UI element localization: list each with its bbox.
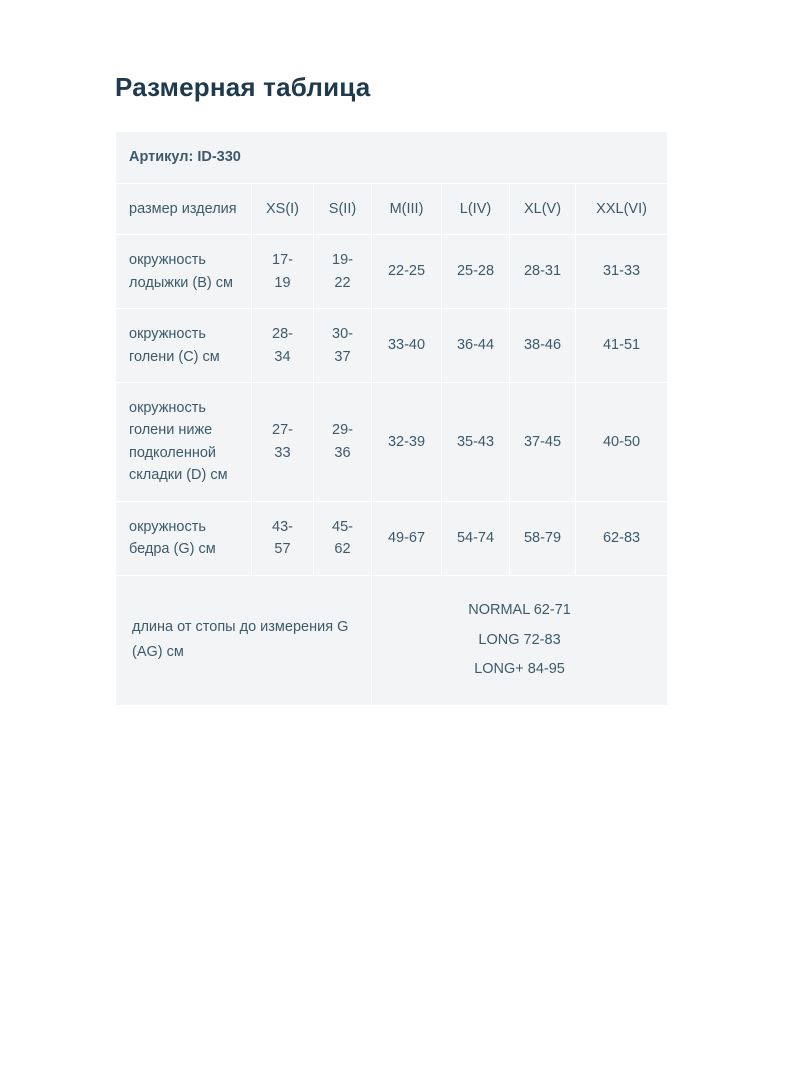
- row-param-label: окружность голени ниже подколенной складки (D) см: [116, 383, 252, 502]
- row-value: 25-28: [442, 235, 510, 309]
- row-value: 33-40: [372, 309, 442, 383]
- table-row: [116, 383, 668, 502]
- article-row: [116, 132, 668, 183]
- footer-value-long: LONG 72-83: [478, 631, 561, 648]
- footer-label: длина от стопы до измерения G (AG) см: [116, 575, 372, 705]
- footer-value-long-plus: LONG+ 84-95: [474, 661, 565, 678]
- row-value: 58-79: [510, 501, 576, 575]
- row-value: 40-50: [576, 383, 668, 502]
- row-value: 37-45: [510, 383, 576, 502]
- row-value: 28-31: [510, 235, 576, 309]
- table-row: [116, 235, 668, 309]
- row-value: 22-25: [372, 235, 442, 309]
- header-size-m: M(III): [372, 183, 442, 234]
- row-value: 19-22: [314, 235, 372, 309]
- row-value: 31-33: [576, 235, 668, 309]
- row-value: 36-44: [442, 309, 510, 383]
- table-row: [116, 501, 668, 575]
- header-size-xl: XL(V): [510, 183, 576, 234]
- row-value: 45-62: [314, 501, 372, 575]
- row-value: 29-36: [314, 383, 372, 502]
- row-value: 32-39: [372, 383, 442, 502]
- row-value: 27-33: [252, 383, 314, 502]
- page-title: Размерная таблица: [115, 72, 371, 102]
- table-footer-row: [116, 575, 668, 705]
- row-value: 38-46: [510, 309, 576, 383]
- row-value: 49-67: [372, 501, 442, 575]
- article-label: Артикул: ID-330: [116, 132, 668, 183]
- row-param-label: окружность бедра (G) см: [116, 501, 252, 575]
- row-value: 30-37: [314, 309, 372, 383]
- row-value: 41-51: [576, 309, 668, 383]
- header-size-xxl: XXL(VI): [576, 183, 668, 234]
- footer-value-normal: NORMAL 62-71: [468, 601, 571, 618]
- row-param-label: окружность лодыжки (B) см: [116, 235, 252, 309]
- footer-values: [372, 575, 668, 705]
- row-param-label: окружность голени (C) см: [116, 309, 252, 383]
- row-value: 28-34: [252, 309, 314, 383]
- size-table: [115, 131, 668, 706]
- row-value: 62-83: [576, 501, 668, 575]
- header-size-xs: XS(I): [252, 183, 314, 234]
- row-value: 17-19: [252, 235, 314, 309]
- row-value: 54-74: [442, 501, 510, 575]
- row-value: 35-43: [442, 383, 510, 502]
- row-value: 43-57: [252, 501, 314, 575]
- size-table-container: [115, 131, 667, 706]
- header-param-label: размер изделия: [116, 183, 252, 234]
- table-row: [116, 309, 668, 383]
- header-size-s: S(II): [314, 183, 372, 234]
- header-size-l: L(IV): [442, 183, 510, 234]
- table-header-row: [116, 183, 668, 234]
